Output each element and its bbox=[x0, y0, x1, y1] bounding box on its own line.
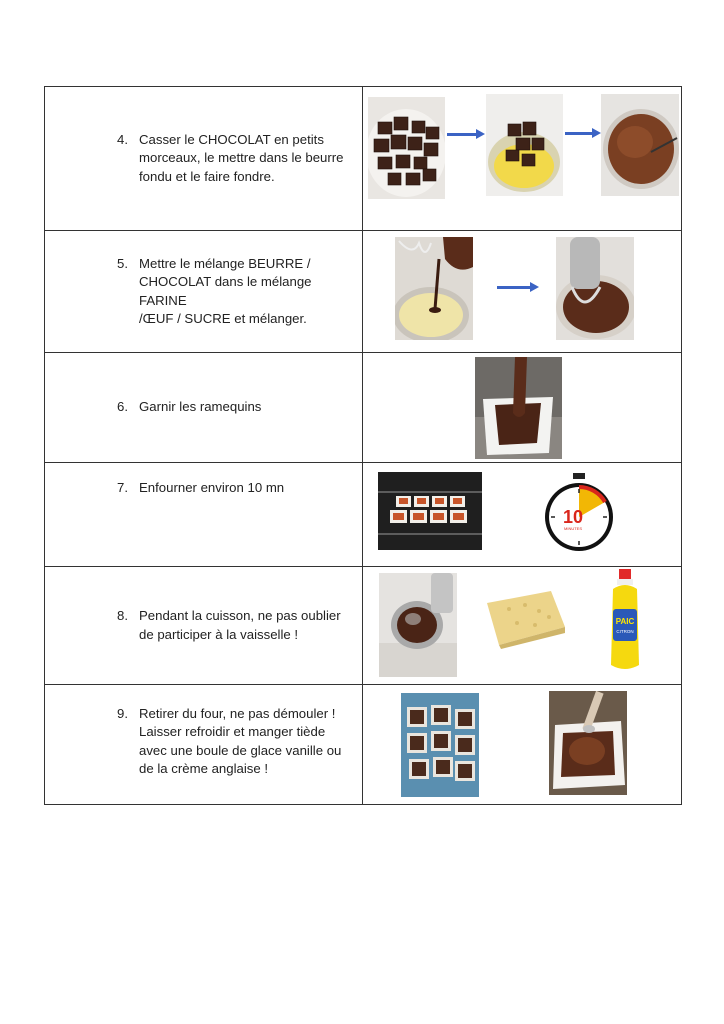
eating-fondant-photo bbox=[549, 691, 627, 795]
chocolate-pieces-photo bbox=[368, 97, 445, 199]
timer-icon bbox=[543, 473, 615, 555]
step-number: 4. bbox=[117, 131, 128, 147]
bottle-brand: PAIC bbox=[615, 617, 635, 626]
step-row-7 bbox=[45, 463, 682, 567]
step-number: 8. bbox=[117, 608, 128, 623]
baked-ramekins-photo bbox=[401, 693, 479, 797]
arrow-icon bbox=[447, 133, 477, 136]
arrow-icon bbox=[497, 286, 531, 289]
steps-table bbox=[44, 86, 682, 805]
timer-value: 10 bbox=[562, 507, 584, 527]
sponge-photo bbox=[481, 587, 567, 649]
filling-ramekin-photo bbox=[475, 357, 562, 459]
step-row-4 bbox=[45, 87, 682, 231]
step-text: Mettre le mélange BEURRE / CHOCOLAT dans le mélange FARINE /ŒUF / SUCRE et mélanger. bbox=[139, 255, 312, 326]
chocolate-in-butter-photo bbox=[486, 94, 563, 196]
step-text: Garnir les ramequins bbox=[139, 399, 262, 415]
timer-unit: MINUTES bbox=[564, 526, 582, 531]
step-row-5 bbox=[45, 231, 682, 353]
step-text: Casser le CHOCOLAT en petits morceaux, le mettre dans le beurre fondu et le faire fondre. bbox=[139, 131, 344, 184]
step-text: Retirer du four, ne pas démouler ! Laisser refroidir et manger tiède avec une boule de glace vanille ou de la crème anglaise ! bbox=[139, 705, 342, 776]
step-number: 5. bbox=[117, 255, 128, 271]
melted-chocolate-photo bbox=[601, 94, 679, 196]
step-number: 6. bbox=[117, 399, 128, 415]
oven-photo bbox=[378, 472, 482, 550]
step-text: Pendant la cuisson, ne pas oublier de participer à la vaisselle ! bbox=[139, 608, 341, 642]
dirty-bowl-photo bbox=[379, 573, 457, 677]
pouring-chocolate-photo bbox=[395, 237, 473, 340]
mixing-batter-photo bbox=[556, 237, 634, 340]
step-row-9 bbox=[45, 685, 682, 805]
dish-soap-bottle-icon bbox=[607, 569, 643, 673]
step-row-8 bbox=[45, 567, 682, 685]
step-number: 9. bbox=[117, 705, 128, 721]
step-number: 7. bbox=[117, 479, 128, 495]
bottle-sub: CITRON bbox=[616, 629, 634, 634]
step-text: Enfourner environ 10 mn bbox=[139, 479, 285, 495]
step-row-6 bbox=[45, 353, 682, 463]
arrow-icon bbox=[565, 132, 593, 135]
